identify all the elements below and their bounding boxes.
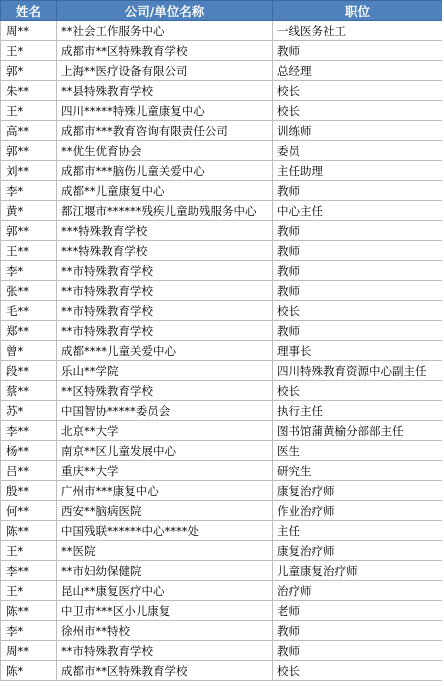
table-row [1, 281, 443, 301]
table-row [1, 521, 443, 541]
title-cell[interactable]: 治疗师 [273, 581, 443, 601]
table-row [1, 261, 443, 281]
title-cell[interactable]: 训练师 [273, 121, 443, 141]
org-cell[interactable]: ***特殊教育学校 [57, 221, 273, 241]
title-cell[interactable]: 康复治疗师 [273, 541, 443, 561]
table-row [1, 121, 443, 141]
org-cell[interactable]: 徐州市**特校 [57, 621, 273, 641]
title-cell[interactable]: 校长 [273, 301, 443, 321]
name-cell[interactable]: 蔡** [1, 381, 57, 401]
name-cell[interactable]: 毛** [1, 301, 57, 321]
name-cell[interactable]: 王* [1, 101, 57, 121]
name-cell[interactable]: 陈** [1, 521, 57, 541]
org-cell[interactable]: 南京**区儿童发展中心 [57, 441, 273, 461]
table-row [1, 201, 443, 221]
title-cell[interactable]: 一线医务社工 [273, 21, 443, 41]
title-cell[interactable]: 图书馆蒲黄榆分部部主任 [273, 421, 443, 441]
title-cell[interactable]: 校长 [273, 381, 443, 401]
title-cell[interactable]: 研究生 [273, 461, 443, 481]
table-row [1, 161, 443, 181]
org-cell[interactable]: 广州市***康复中心 [57, 481, 273, 501]
table-row [1, 41, 443, 61]
table-row [1, 61, 443, 81]
table-row [1, 601, 443, 621]
org-cell[interactable]: 上海**医疗设备有限公司 [57, 61, 273, 81]
name-cell[interactable]: 郭** [1, 221, 57, 241]
title-cell[interactable]: 校长 [273, 81, 443, 101]
name-cell[interactable]: 郭** [1, 141, 57, 161]
table-row [1, 501, 443, 521]
table-row [1, 561, 443, 581]
title-cell[interactable]: 医生 [273, 441, 443, 461]
name-cell[interactable]: 陈* [1, 661, 57, 681]
title-cell[interactable]: 委员 [273, 141, 443, 161]
table-row [1, 101, 443, 121]
name-cell[interactable]: 李** [1, 421, 57, 441]
title-cell[interactable]: 教师 [273, 261, 443, 281]
table-row [1, 661, 443, 681]
table-row [1, 221, 443, 241]
name-cell[interactable]: 郭* [1, 61, 57, 81]
header-row [1, 1, 443, 21]
table-row [1, 421, 443, 441]
name-cell[interactable]: 周** [1, 21, 57, 41]
name-cell[interactable]: 杨** [1, 441, 57, 461]
org-cell[interactable]: **优生优育协会 [57, 141, 273, 161]
org-cell[interactable]: 昆山**康复医疗中心 [57, 581, 273, 601]
header-title[interactable]: 职位 [273, 1, 443, 21]
name-cell[interactable]: 苏* [1, 401, 57, 421]
title-cell[interactable]: 教师 [273, 641, 443, 661]
title-cell[interactable]: 总经理 [273, 61, 443, 81]
title-cell[interactable]: 儿童康复治疗师 [273, 561, 443, 581]
org-cell[interactable]: 中国残联******中心****处 [57, 521, 273, 541]
org-cell[interactable]: 四川*****特殊儿童康复中心 [57, 101, 273, 121]
table-row [1, 381, 443, 401]
name-cell[interactable]: 吕** [1, 461, 57, 481]
table-row [1, 241, 443, 261]
org-cell[interactable]: 成都市***脑伤儿童关爱中心 [57, 161, 273, 181]
name-cell[interactable]: 高** [1, 121, 57, 141]
name-cell[interactable]: 王* [1, 41, 57, 61]
table-row [1, 461, 443, 481]
name-cell[interactable]: 黄* [1, 201, 57, 221]
table-row [1, 641, 443, 661]
org-cell[interactable]: 乐山**学院 [57, 361, 273, 381]
name-cell[interactable]: 刘** [1, 161, 57, 181]
title-cell[interactable]: 教师 [273, 621, 443, 641]
org-cell[interactable]: **市特殊教育学校 [57, 321, 273, 341]
org-cell[interactable]: 成都市***教育咨询有限责任公司 [57, 121, 273, 141]
org-cell[interactable]: 成都市**区特殊教育学校 [57, 661, 273, 681]
title-cell[interactable]: 教师 [273, 181, 443, 201]
table-row [1, 141, 443, 161]
name-cell[interactable]: 殷** [1, 481, 57, 501]
name-cell[interactable]: 周** [1, 641, 57, 661]
table-row [1, 81, 443, 101]
title-cell[interactable]: 校长 [273, 101, 443, 121]
title-cell[interactable]: 中心主任 [273, 201, 443, 221]
title-cell[interactable]: 理事长 [273, 341, 443, 361]
org-cell[interactable]: **社会工作服务中心 [57, 21, 273, 41]
title-cell[interactable]: 作业治疗师 [273, 501, 443, 521]
name-cell[interactable]: 郑** [1, 321, 57, 341]
title-cell[interactable]: 四川特殊教育资源中心副主任 [273, 361, 443, 381]
header-org[interactable]: 公司/单位名称 [57, 1, 273, 21]
name-cell[interactable]: 王* [1, 541, 57, 561]
name-cell[interactable]: 王** [1, 241, 57, 261]
title-cell[interactable]: 主任 [273, 521, 443, 541]
org-cell[interactable]: 西安**脑病医院 [57, 501, 273, 521]
name-cell[interactable]: 曾* [1, 341, 57, 361]
name-cell[interactable]: 李* [1, 621, 57, 641]
name-cell[interactable]: 李* [1, 181, 57, 201]
table-row [1, 341, 443, 361]
title-cell[interactable]: 执行主任 [273, 401, 443, 421]
org-cell[interactable]: ***特殊教育学校 [57, 241, 273, 261]
table-row [1, 441, 443, 461]
title-cell[interactable]: 教师 [273, 41, 443, 61]
org-cell[interactable]: **县特殊教育学校 [57, 81, 273, 101]
table-row [1, 581, 443, 601]
table-row [1, 301, 443, 321]
org-cell[interactable]: **市特殊教育学校 [57, 261, 273, 281]
org-cell[interactable]: 重庆**大学 [57, 461, 273, 481]
name-cell[interactable]: 何** [1, 501, 57, 521]
table-body [1, 21, 443, 681]
table-row [1, 541, 443, 561]
header-name[interactable]: 姓名 [1, 1, 57, 21]
org-cell[interactable]: 成都**儿童康复中心 [57, 181, 273, 201]
org-cell[interactable]: 中卫市***区小儿康复 [57, 601, 273, 621]
title-cell[interactable]: 教师 [273, 281, 443, 301]
name-cell[interactable]: 张** [1, 281, 57, 301]
title-cell[interactable]: 教师 [273, 321, 443, 341]
org-cell[interactable]: 成都****儿童关爱中心 [57, 341, 273, 361]
table-row [1, 621, 443, 641]
title-cell[interactable]: 老师 [273, 601, 443, 621]
name-cell[interactable]: 王* [1, 581, 57, 601]
title-cell[interactable]: 校长 [273, 661, 443, 681]
org-cell[interactable]: **医院 [57, 541, 273, 561]
name-cell[interactable]: 段** [1, 361, 57, 381]
org-cell[interactable]: 成都市**区特殊教育学校 [57, 41, 273, 61]
table-row [1, 401, 443, 421]
org-cell[interactable]: **市特殊教育学校 [57, 301, 273, 321]
org-cell[interactable]: **市特殊教育学校 [57, 641, 273, 661]
org-cell[interactable]: **市特殊教育学校 [57, 281, 273, 301]
table-row [1, 181, 443, 201]
org-cell[interactable]: 北京**大学 [57, 421, 273, 441]
org-cell[interactable]: 都江堰市******残疾儿童助残服务中心 [57, 201, 273, 221]
name-cell[interactable]: 李* [1, 261, 57, 281]
table-row [1, 361, 443, 381]
org-cell[interactable]: **区特殊教育学校 [57, 381, 273, 401]
org-cell[interactable]: **市妇幼保健院 [57, 561, 273, 581]
title-cell[interactable]: 康复治疗师 [273, 481, 443, 501]
title-cell[interactable]: 教师 [273, 241, 443, 261]
title-cell[interactable]: 教师 [273, 221, 443, 241]
title-cell[interactable]: 主任助理 [273, 161, 443, 181]
table-row [1, 21, 443, 41]
name-cell[interactable]: 朱** [1, 81, 57, 101]
org-cell[interactable]: 中国智协*****委员会 [57, 401, 273, 421]
name-cell[interactable]: 李** [1, 561, 57, 581]
name-cell[interactable]: 陈** [1, 601, 57, 621]
table-row [1, 321, 443, 341]
table-row [1, 481, 443, 501]
